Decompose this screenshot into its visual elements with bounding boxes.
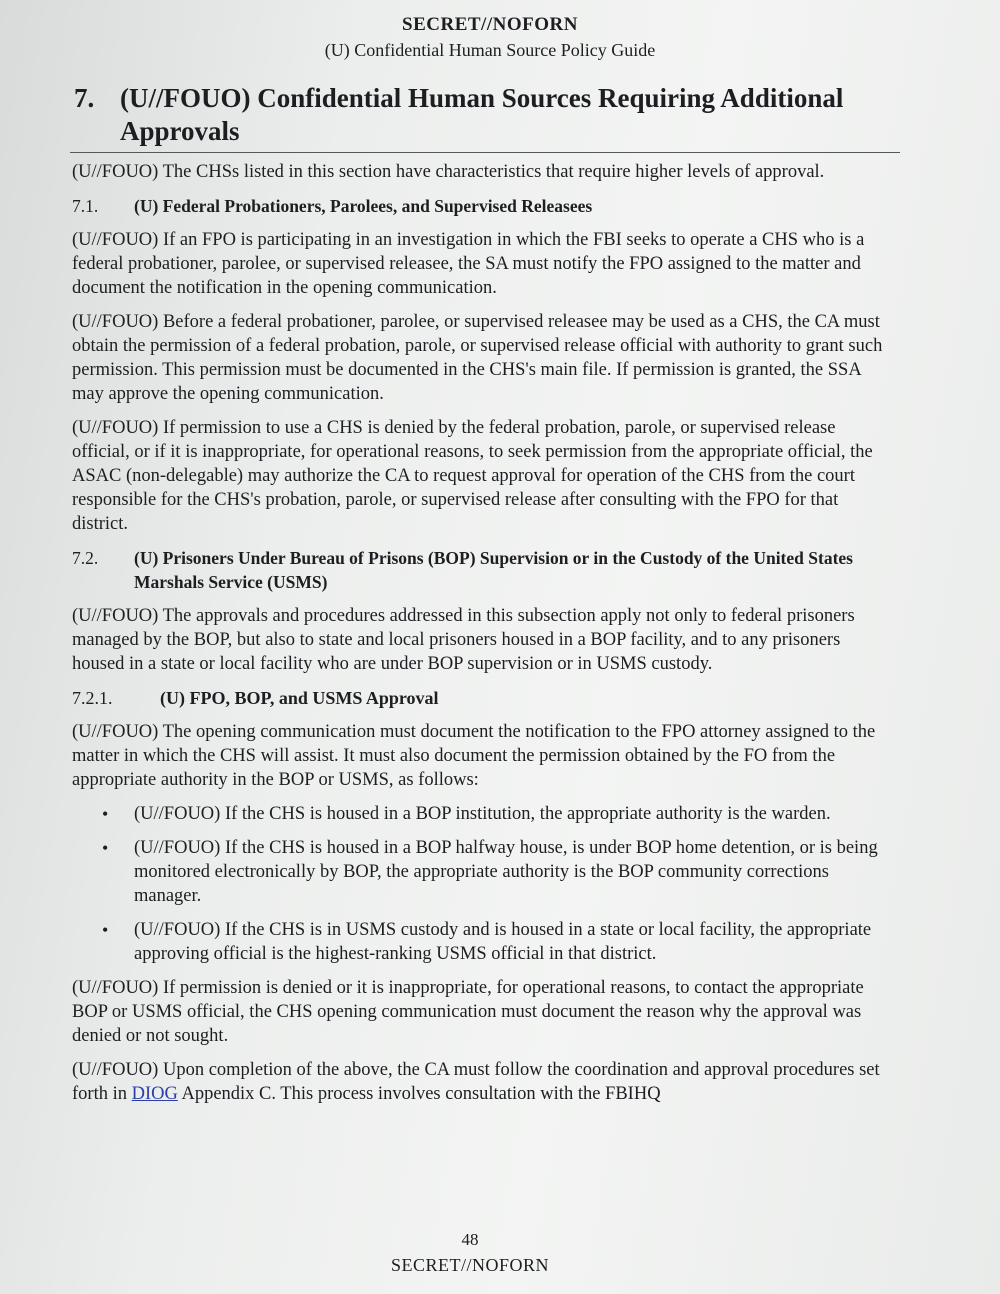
diog-link[interactable]: DIOG	[131, 1084, 178, 1104]
paragraph-with-link	[72, 1058, 892, 1106]
heading-rule	[70, 152, 900, 153]
paragraph: (U//FOUO) If an FPO is participating in an investigation in which the FBI seeks to operate a CHS who is a federal probationer, parolee, or supervised releasee, the SA must notify the FPO assigned to the matter and document the notification in the opening communication.	[72, 230, 865, 298]
list-item-text: (U//FOUO) If the CHS is housed in a BOP institution, the appropriate authority is the warden.	[134, 804, 831, 824]
paragraph: (U//FOUO) The approvals and procedures addressed in this subsection apply not only to federal prisoners managed by the BOP, but also to state and local prisoners housed in a BOP facility, and to any prisoners housed in a state or local facility who are under BOP supervision or in USMS custody.	[72, 606, 855, 674]
paragraph-text: Appendix C. This process involves consultation with the FBIHQ	[177, 1084, 661, 1104]
paragraph: (U//FOUO) The opening communication must document the notification to the FPO attorney assigned to the matter in which the CHS will assist. It must also document the permission obtained by the FO from the appropriate authority in the BOP or USMS, as follows:	[72, 722, 876, 790]
subsection-title: (U) Prisoners Under Bureau of Prisons (BOP) Supervision or in the Custody of the United States Marshals Service (USMS)	[134, 548, 853, 592]
section-number: 7.	[74, 83, 95, 113]
list-item-text: (U//FOUO) If the CHS is housed in a BOP halfway house, is under BOP home detention, or is being monitored electronically by BOP, the appropriate authority is the BOP community corrections manager.	[134, 838, 878, 906]
subsection-heading-7-2-1	[72, 686, 892, 710]
subsection-heading-7-1	[72, 194, 892, 218]
list-item-text: (U//FOUO) If the CHS is in USMS custody and is housed in a state or local facility, the appropriate approving official is the highest-ranking USMS official in that district.	[134, 920, 872, 964]
bullet-icon: •	[102, 920, 109, 940]
document-body	[72, 160, 892, 1116]
subsection-title: (U) FPO, BOP, and USMS Approval	[160, 688, 439, 708]
bullet-icon: •	[102, 804, 109, 824]
paragraph: (U//FOUO) Before a federal probationer, parolee, or supervised releasee may be used as a CHS, the CA must obtain the permission of a federal probation, parole, or supervised release official with authority to grant such permission. This permission must be documented in the CHS's main file. If permission is granted, the SSA may approve the opening communication.	[72, 312, 883, 404]
subsection-number: 7.1.	[72, 196, 99, 216]
section-title: (U//FOUO) Confidential Human Sources Requiring Additional Approvals	[120, 83, 844, 146]
list-item	[72, 802, 892, 826]
bullet-list	[72, 802, 892, 966]
subsection-title: (U) Federal Probationers, Parolees, and Supervised Releasees	[134, 196, 593, 216]
subsection-number: 7.2.1.	[72, 688, 113, 708]
section-heading	[74, 82, 904, 148]
paragraph-text: (U//FOUO) Upon completion of the above, the CA must follow the coordination and approval procedures set forth in	[72, 1060, 880, 1104]
header-classification: SECRET//NOFORN	[402, 14, 578, 35]
section-intro: (U//FOUO) The CHSs listed in this section have characteristics that require higher levels of approval.	[72, 162, 825, 182]
subsection-heading-7-2	[72, 546, 892, 594]
list-item	[72, 918, 892, 966]
header-subtitle: (U) Confidential Human Source Policy Guide	[324, 40, 656, 60]
page-number: 48	[461, 1230, 479, 1249]
subsection-number: 7.2.	[72, 548, 99, 568]
bullet-icon: •	[102, 838, 109, 858]
paragraph: (U//FOUO) If permission to use a CHS is denied by the federal probation, parole, or supervised release official, or if it is inappropriate, for operational reasons, to seek permission from the appropriate official, the ASAC (non-delegable) may authorize the CA to request approval for operation of the CHS from the court responsible for the CHS's probation, parole, or supervised release after consulting with the FPO for that district.	[72, 418, 873, 534]
list-item	[72, 836, 892, 908]
paragraph: (U//FOUO) If permission is denied or it is inappropriate, for operational reasons, to contact the appropriate BOP or USMS official, the CHS opening communication must document the reason why the approval was denied or not sought.	[72, 978, 864, 1046]
footer-classification: SECRET//NOFORN	[390, 1255, 550, 1275]
